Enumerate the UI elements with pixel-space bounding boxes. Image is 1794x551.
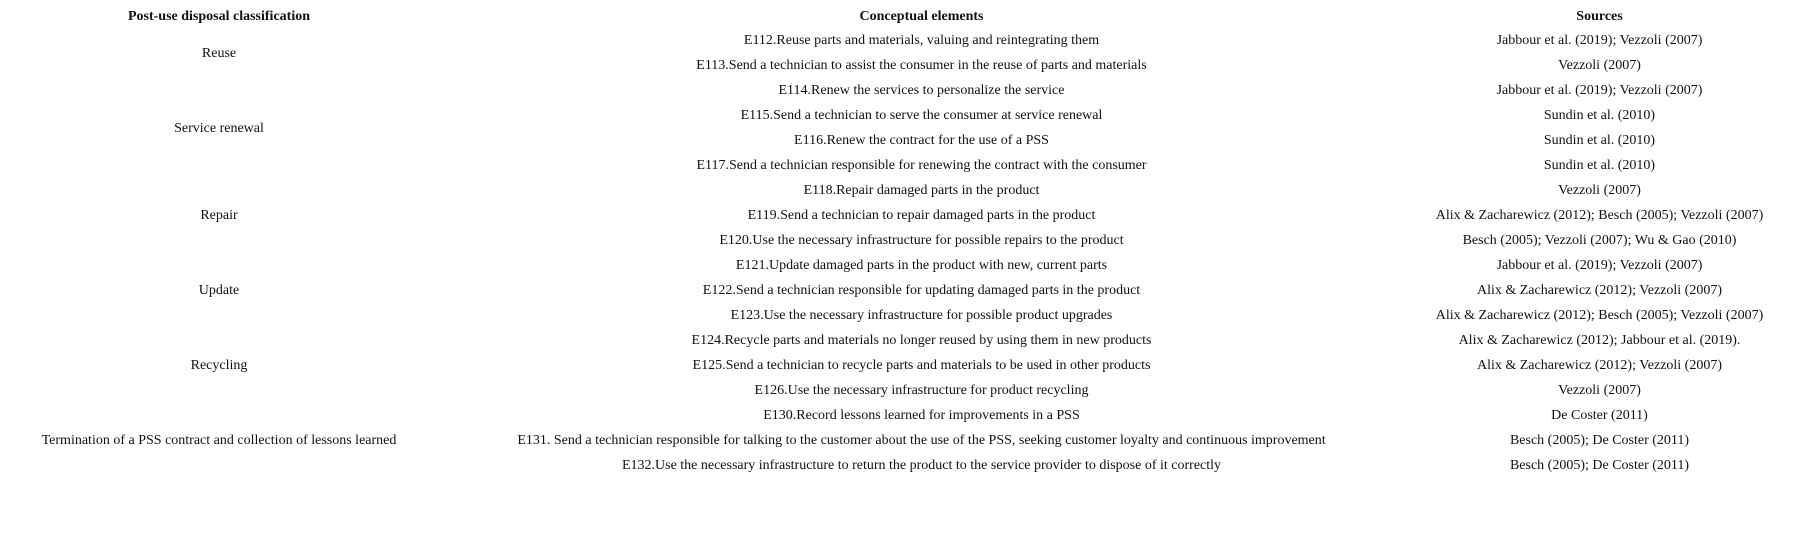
element-cell: E125.Send a technician to recycle parts and materials to be used in other products [692,358,1151,373]
source-cell: Alix & Zacharewicz (2012); Vezzoli (2007) [1476,283,1723,298]
element-cell: E115.Send a technician to serve the consumer at service renewal [740,108,1103,123]
header-classification: Post-use disposal classification [127,9,310,24]
element-cell: E116.Renew the contract for the use of a PSS [794,133,1049,148]
disposal-classification-table [6,6,1788,478]
source-cell: De Coster (2011) [1551,408,1648,423]
table-row [6,28,1788,53]
element-cell: E122.Send a technician responsible for updating damaged parts in the product [702,283,1141,298]
source-cell: Sundin et al. (2010) [1543,133,1656,148]
table-row [6,328,1788,353]
classification-reuse: Reuse [201,45,237,61]
source-cell: Jabbour et al. (2019); Vezzoli (2007) [1496,33,1703,48]
classification-recycling: Recycling [190,358,248,373]
element-cell: E123.Use the necessary infrastructure for possible product upgrades [730,308,1113,323]
source-cell: Alix & Zacharewicz (2012); Besch (2005); Vezzoli (2007) [1435,208,1764,223]
element-cell: E114.Renew the services to personalize the service [778,83,1065,98]
classification-update: Update [198,283,240,298]
table-row [6,78,1788,103]
source-cell: Besch (2005); De Coster (2011) [1509,458,1690,473]
source-cell: Jabbour et al. (2019); Vezzoli (2007) [1496,83,1703,98]
element-cell: E117.Send a technician responsible for renewing the contract with the consumer [696,158,1147,173]
element-cell: E124.Recycle parts and materials no longer reused by using them in new products [691,333,1152,348]
element-cell: E120.Use the necessary infrastructure for possible repairs to the product [719,233,1124,248]
header-conceptual-elements: Conceptual elements [859,9,984,24]
source-cell: Besch (2005); Vezzoli (2007); Wu & Gao (2010) [1462,233,1737,248]
source-cell: Vezzoli (2007) [1558,383,1641,398]
source-cell: Vezzoli (2007) [1558,183,1641,198]
classification-repair: Repair [200,208,238,223]
element-cell: E118.Repair damaged parts in the product [803,183,1040,198]
source-cell: Alix & Zacharewicz (2012); Vezzoli (2007) [1476,358,1723,373]
classification-termination: Termination of a PSS contract and collection of lessons learned [41,433,397,448]
source-cell: Besch (2005); De Coster (2011) [1509,433,1690,448]
element-cell: E132.Use the necessary infrastructure to return the product to the service provider to dispose of it correctly [621,458,1222,473]
classification-service-renewal: Service renewal [174,120,264,136]
header-row [6,6,1788,28]
element-cell: E112.Reuse parts and materials, valuing and reintegrating them [743,33,1100,48]
source-cell: Alix & Zacharewicz (2012); Besch (2005); Vezzoli (2007) [1435,308,1764,323]
source-cell: Alix & Zacharewicz (2012); Jabbour et al. (2019). [1458,333,1741,348]
element-cell: E126.Use the necessary infrastructure for product recycling [754,383,1089,398]
source-cell: Sundin et al. (2010) [1543,158,1656,173]
source-cell: Vezzoli (2007) [1558,58,1641,73]
element-cell: E130.Record lessons learned for improvements in a PSS [763,408,1080,423]
element-cell: E119.Send a technician to repair damaged parts in the product [747,208,1096,223]
source-cell: Sundin et al. (2010) [1543,108,1656,123]
table-row [6,178,1788,203]
element-cell: E121.Update damaged parts in the product with new, current parts [735,258,1108,273]
header-sources: Sources [1576,9,1623,24]
table-row [6,253,1788,278]
element-cell: E131. Send a technician responsible for talking to the customer about the use of the PSS, seeking customer loyalty and continuous improvement [517,433,1326,448]
source-cell: Jabbour et al. (2019); Vezzoli (2007) [1496,258,1703,273]
table-row [6,403,1788,428]
element-cell: E113.Send a technician to assist the consumer in the reuse of parts and materials [696,58,1147,73]
